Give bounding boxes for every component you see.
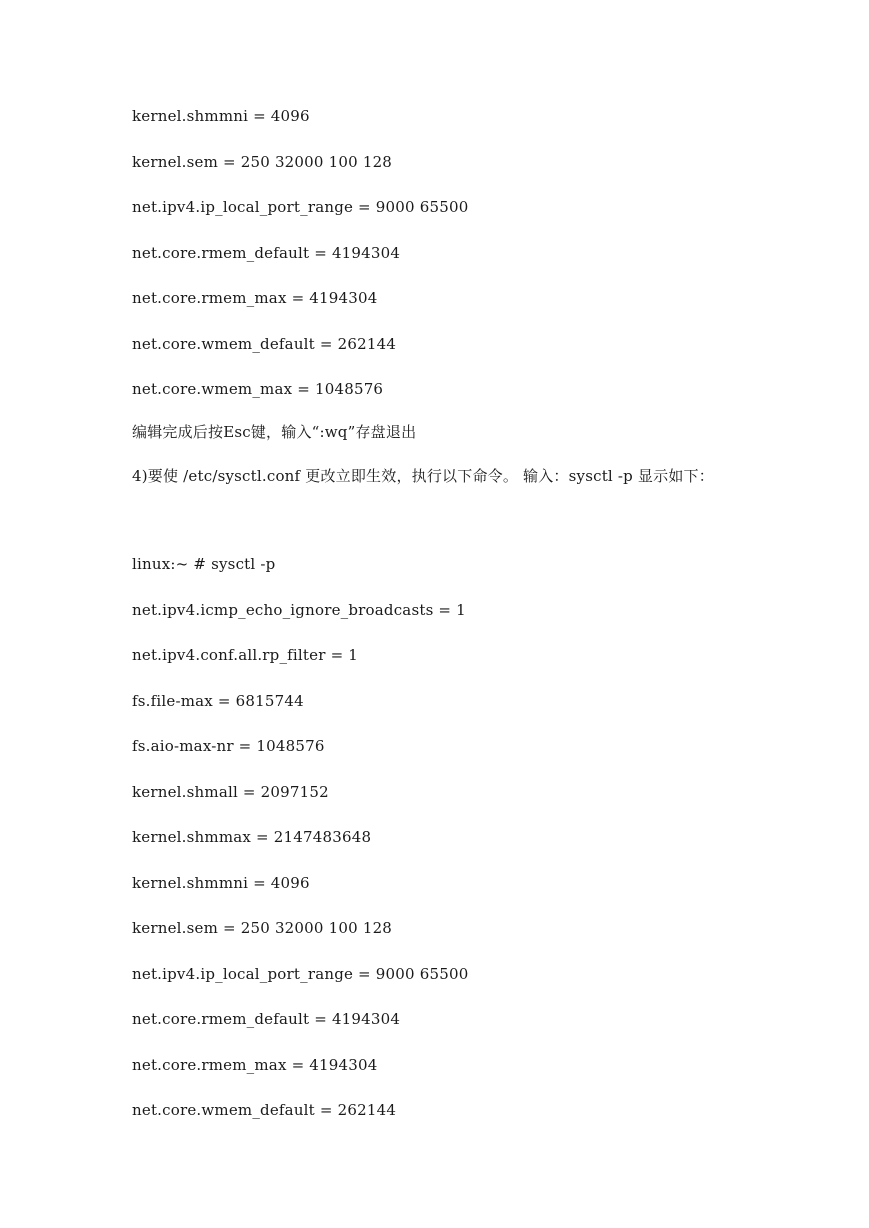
output-line: kernel.shmall = 2097152 (132, 783, 329, 801)
output-line: net.ipv4.ip_local_port_range = 9000 65500 (132, 965, 469, 983)
config-line: kernel.sem = 250 32000 100 128 (132, 153, 393, 171)
output-line: kernel.shmmax = 2147483648 (132, 828, 372, 846)
config-line: net.core.wmem_max = 1048576 (132, 380, 384, 398)
output-line: net.core.rmem_default = 4194304 (132, 1010, 401, 1028)
config-line: net.core.wmem_default = 262144 (132, 335, 397, 353)
config-line: kernel.shmmni = 4096 (132, 107, 310, 125)
command-line: linux:~ # sysctl -p (132, 555, 276, 573)
output-line: kernel.sem = 250 32000 100 128 (132, 919, 393, 937)
output-line: net.ipv4.icmp_echo_ignore_broadcasts = 1 (132, 601, 466, 619)
output-line: net.core.wmem_default = 262144 (132, 1101, 397, 1119)
output-line: fs.aio-max-nr = 1048576 (132, 737, 325, 755)
output-line: kernel.shmmni = 4096 (132, 874, 310, 892)
config-line: net.core.rmem_default = 4194304 (132, 244, 401, 262)
step-4-paragraph: 4)要使 /etc/sysctl.conf 更改立即生效，执行以下命令。 输入：sysctl -p 显示如下： (132, 467, 714, 485)
output-line: net.core.rmem_max = 4194304 (132, 1056, 378, 1074)
output-line: net.ipv4.conf.all.rp_filter = 1 (132, 646, 359, 664)
output-line: fs.file-max = 6815744 (132, 692, 304, 710)
edit-note: 编辑完成后按Esc键，输入“:wq”存盘退出 (132, 423, 417, 441)
config-line: net.ipv4.ip_local_port_range = 9000 65500 (132, 198, 469, 216)
config-line: net.core.rmem_max = 4194304 (132, 289, 378, 307)
